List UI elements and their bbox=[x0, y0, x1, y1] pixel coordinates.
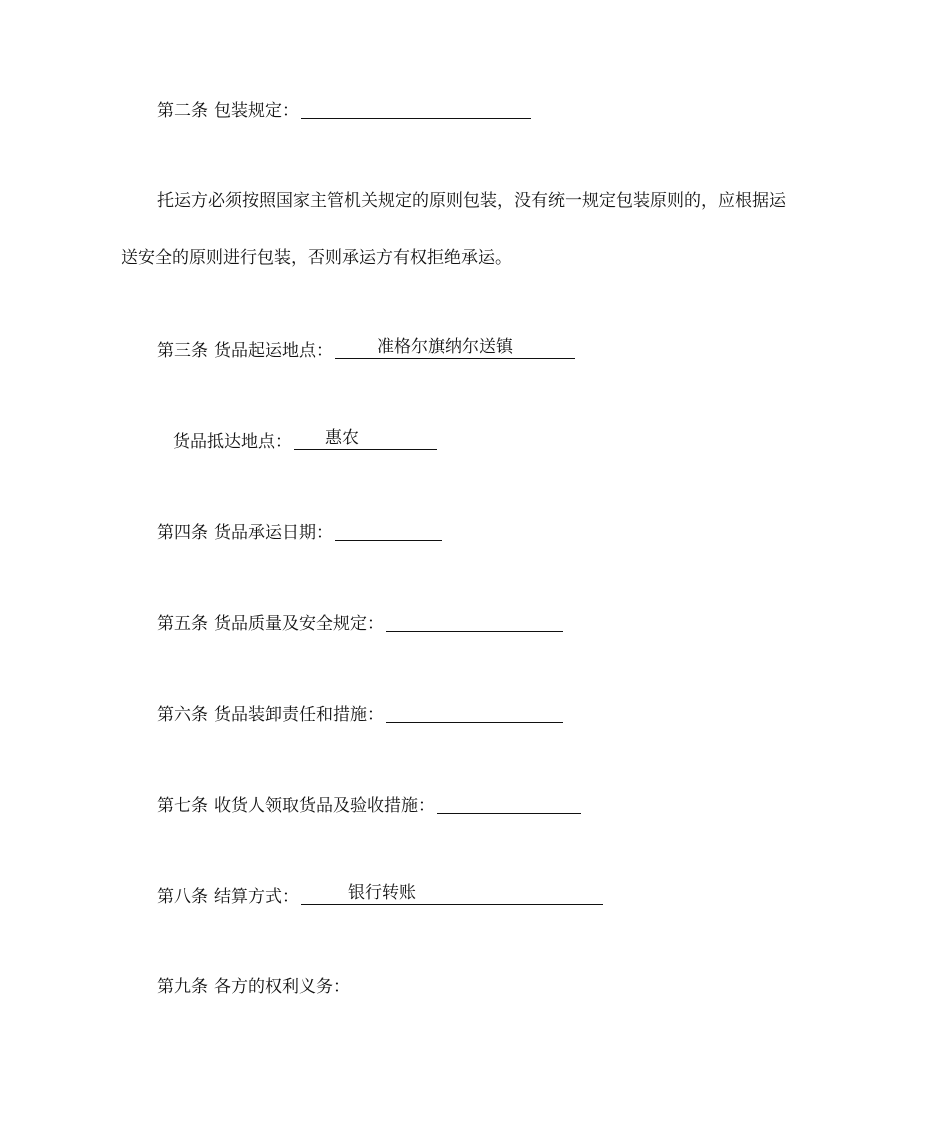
clause-8 bbox=[157, 884, 603, 909]
destination-value: 惠农 bbox=[325, 428, 359, 448]
clause-8-heading: 第八条 bbox=[157, 887, 208, 907]
clause-6-label: 货品装卸责任和措施： bbox=[214, 705, 384, 725]
clause-5-heading: 第五条 bbox=[157, 614, 208, 634]
clause-6-heading: 第六条 bbox=[157, 705, 208, 725]
destination-label: 货品抵达地点： bbox=[173, 432, 292, 452]
clause-7 bbox=[157, 793, 581, 818]
packing-paragraph-line-2: 送安全的原则进行包装，否则承运方有权拒绝承运。 bbox=[121, 248, 512, 268]
origin-blank bbox=[335, 338, 575, 359]
clause-7-label: 收货人领取货品及验收措施： bbox=[214, 796, 435, 816]
shipping-date-blank bbox=[335, 520, 442, 541]
loading-blank bbox=[386, 702, 563, 723]
clause-9 bbox=[157, 975, 350, 999]
clause-2-heading: 第二条 bbox=[157, 101, 208, 121]
packing-blank bbox=[301, 98, 531, 119]
clause-4 bbox=[157, 520, 442, 545]
origin-value: 准格尔旗纳尔送镇 bbox=[377, 337, 513, 357]
clause-3-destination bbox=[173, 429, 437, 454]
quality-blank bbox=[386, 611, 563, 632]
clause-3 bbox=[157, 338, 575, 363]
clause-3-heading: 第三条 bbox=[157, 341, 208, 361]
clause-5-label: 货品质量及安全规定： bbox=[214, 614, 384, 634]
clause-5 bbox=[157, 611, 563, 636]
clause-9-label: 各方的权利义务： bbox=[214, 977, 350, 997]
destination-blank bbox=[294, 429, 437, 450]
clause-9-heading: 第九条 bbox=[157, 977, 208, 997]
clause-7-heading: 第七条 bbox=[157, 796, 208, 816]
clause-8-label: 结算方式： bbox=[214, 887, 299, 907]
clause-4-label: 货品承运日期： bbox=[214, 523, 333, 543]
settlement-blank bbox=[301, 884, 603, 905]
packing-paragraph-line-1: 托运方必须按照国家主管机关规定的原则包装，没有统一规定包装原则的，应根据运 bbox=[157, 191, 786, 211]
clause-2 bbox=[157, 98, 531, 123]
acceptance-blank bbox=[437, 793, 581, 814]
clause-3-label: 货品起运地点： bbox=[214, 341, 333, 361]
settlement-value: 银行转账 bbox=[348, 883, 416, 903]
clause-4-heading: 第四条 bbox=[157, 523, 208, 543]
clause-2-label: 包装规定： bbox=[214, 101, 299, 121]
clause-6 bbox=[157, 702, 563, 727]
